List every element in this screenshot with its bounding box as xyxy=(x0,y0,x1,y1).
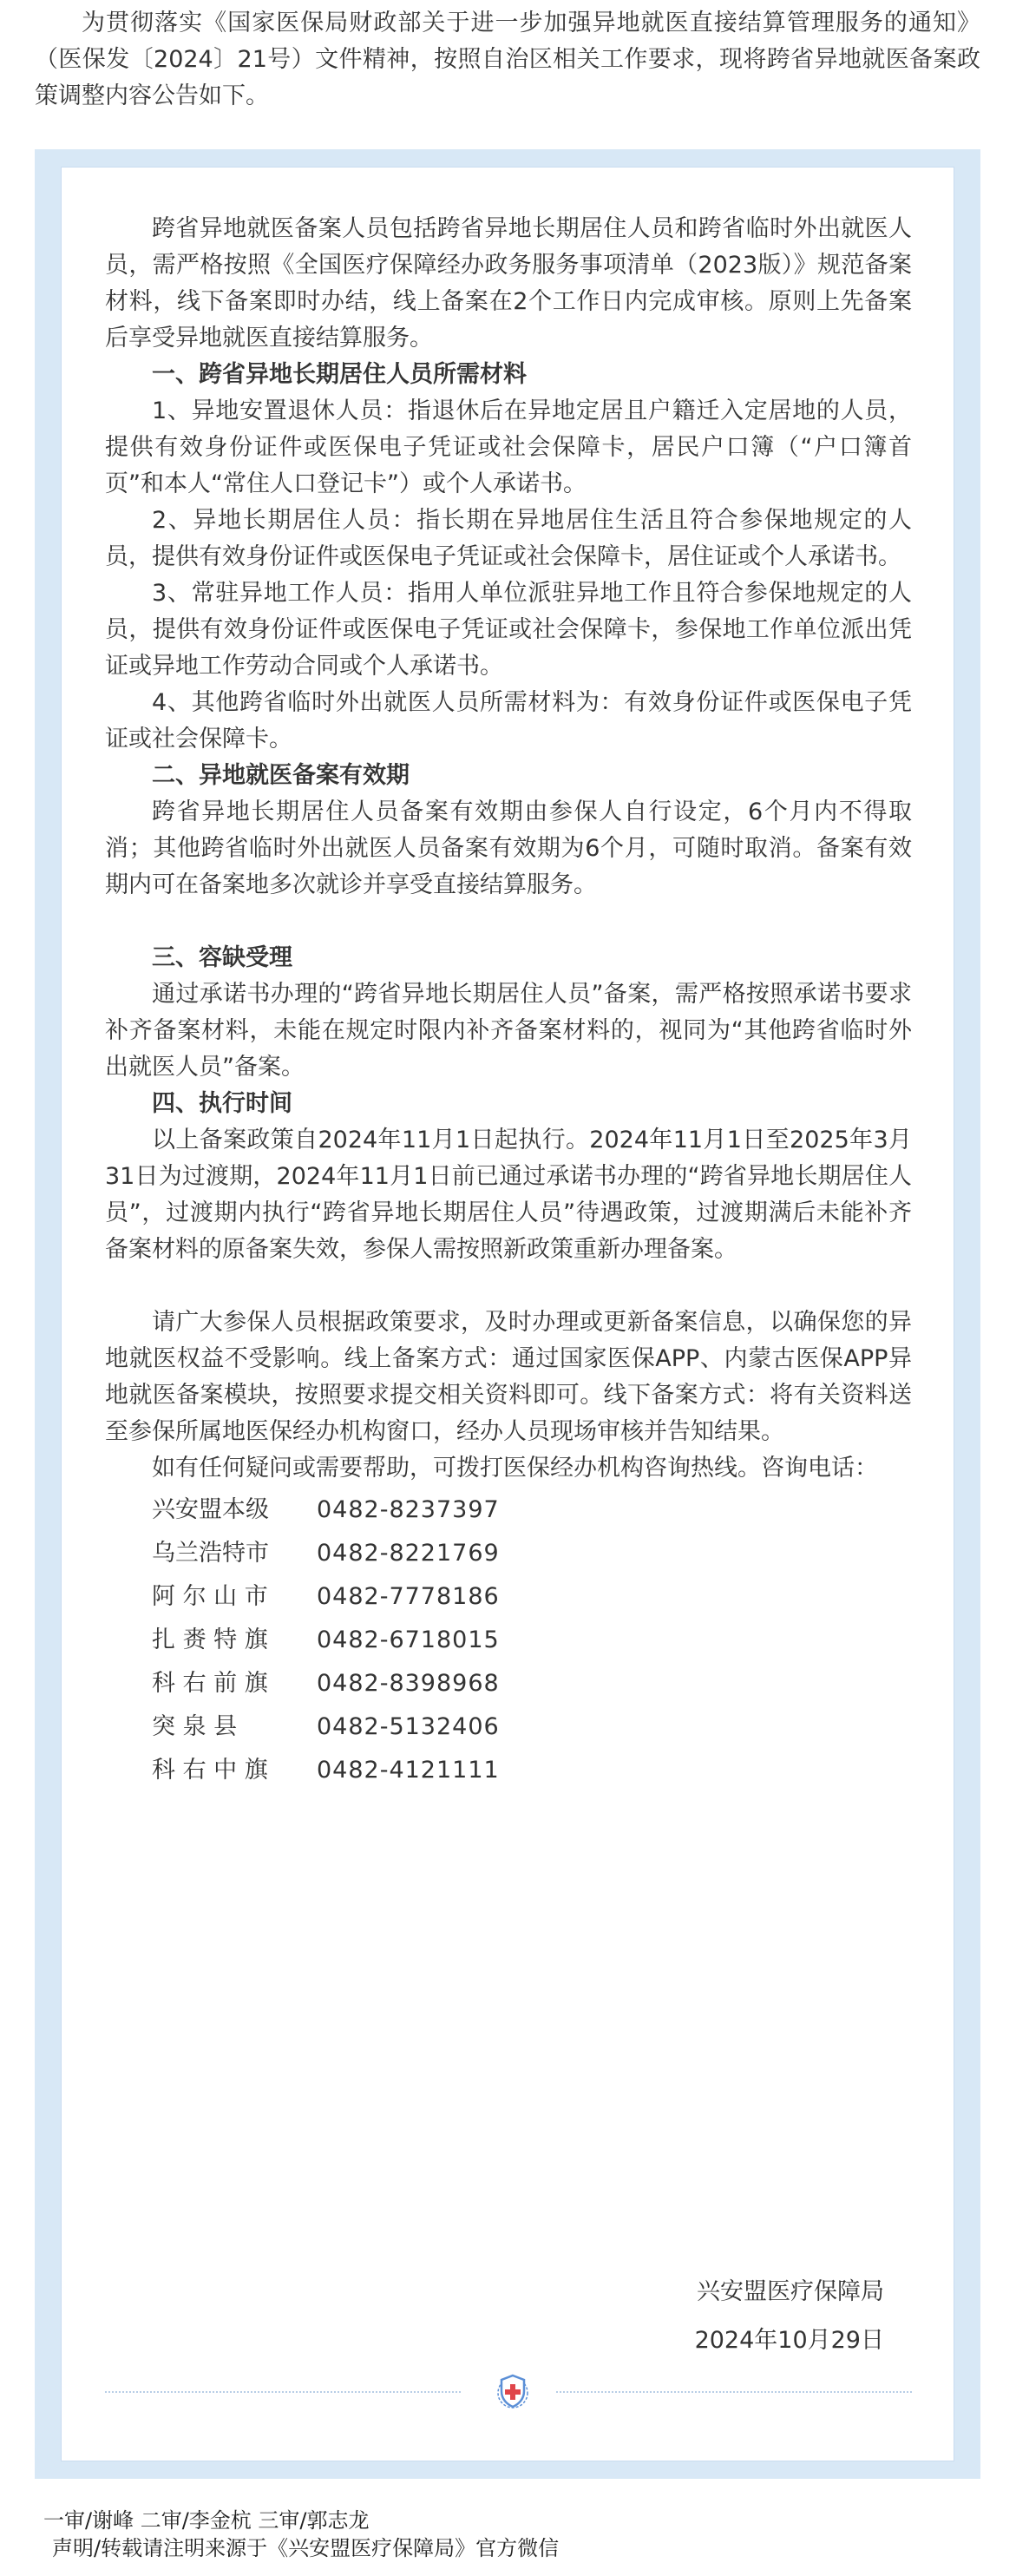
signature-org: 兴安盟医疗保障局 xyxy=(697,2278,884,2305)
how-to-file-paragraph: 请广大参保人员根据政策要求，及时办理或更新备案信息，以确保您的异地就医权益不受影响。线上备案方式：通过国家医保APP、内蒙古医保APP异地就医备案模块，按照要求提交相关资料即可。线下备案方式：将有关资料送至参保所属地医保经办机构窗口，经办人员现场审核并告知结果。 xyxy=(105,1309,912,1445)
signature-date: 2024年10月29日 xyxy=(694,2327,884,2354)
materials-item-long-term-residents: 2、异地长期居住人员：指长期在异地居住生活且符合参保地规定的人员，提供有效身份证件或医保电子凭证或社会保障卡，居住证或个人承诺书。 xyxy=(105,507,912,570)
hotline-region: 阿 尔 山 市 xyxy=(152,1583,268,1610)
hotline-row xyxy=(152,1488,912,1532)
hotline-row xyxy=(152,1749,912,1792)
hotline-row xyxy=(152,1575,912,1619)
signature-block xyxy=(695,2268,884,2365)
hotline-phone: 0482-8398968 xyxy=(317,1670,500,1697)
hotline-paragraph: 如有任何疑问或需要帮助，可拨打医保经办机构咨询热线。咨询电话： xyxy=(152,1455,878,1482)
intro-paragraph: 为贯彻落实《国家医保局财政部关于进一步加强异地就医直接结算管理服务的通知》（医保发〔2024〕21号）文件精神，按照自治区相关工作要求，现将跨省异地就医备案政策调整内容公告如下。 xyxy=(35,10,980,109)
hotline-row xyxy=(152,1662,912,1705)
hotline-region: 乌兰浩特市 xyxy=(152,1540,269,1567)
divider-line-left xyxy=(105,2391,461,2393)
hotline-phone: 0482-5132406 xyxy=(317,1713,500,1740)
credits-block xyxy=(43,2507,559,2562)
footer-divider xyxy=(105,2365,912,2417)
hotline-region: 扎 赉 特 旗 xyxy=(152,1626,268,1653)
hotline-list xyxy=(152,1488,912,1792)
tolerance-paragraph: 通过承诺书办理的“跨省异地长期居住人员”备案，需严格按照承诺书要求补齐备案材料，未能在规定时限内补齐备案材料的，视同为“其他跨省临时外出就医人员”备案。 xyxy=(105,981,912,1081)
hotline-phone: 0482-4121111 xyxy=(317,1757,500,1784)
reviewers-line: 一审/谢峰 二审/李金杭 三审/郭志龙 xyxy=(43,2508,370,2533)
divider-line-right xyxy=(556,2391,912,2393)
overview-paragraph: 跨省异地就医备案人员包括跨省异地长期居住人员和跨省临时外出就医人员，需严格按照《全国医疗保障经办政务服务事项清单（2023版）》规范备案材料，线下备案即时办结，线上备案在2个工作日内完成审核。原则上先备案后享受异地就医直接结算服务。 xyxy=(105,215,912,352)
hotline-row xyxy=(152,1705,912,1749)
hotline-region: 突 泉 县 xyxy=(152,1713,238,1740)
section-heading-materials: 一、跨省异地长期居住人员所需材料 xyxy=(152,361,527,388)
medical-shield-icon xyxy=(488,2367,537,2415)
notice-content xyxy=(105,211,912,1792)
materials-item-retirees: 1、异地安置退休人员：指退休后在异地定居且户籍迁入定居地的人员，提供有效身份证件或医保电子凭证或社会保障卡，居民户口簿（“户口簿首页”和本人“常住人口登记卡”）或个人承诺书。 xyxy=(105,398,912,497)
hotline-region: 科 右 前 旗 xyxy=(152,1670,268,1697)
hotline-phone: 0482-7778186 xyxy=(317,1583,500,1610)
reprint-statement: 声明/转载请注明来源于《兴安盟医疗保障局》官方微信 xyxy=(52,2536,560,2560)
hotline-phone: 0482-8237397 xyxy=(317,1496,500,1523)
validity-paragraph: 跨省异地长期居住人员备案有效期由参保人自行设定，6个月内不得取消；其他跨省临时外出就医人员备案有效期为6个月，可随时取消。备案有效期内可在备案地多次就诊并享受直接结算服务。 xyxy=(105,798,912,898)
section-heading-tolerance: 三、容缺受理 xyxy=(152,944,292,971)
spacer xyxy=(105,1268,912,1304)
materials-item-temporary: 4、其他跨省临时外出就医人员所需材料为：有效身份证件或医保电子凭证或社会保障卡。 xyxy=(105,689,912,752)
materials-item-stationed-workers: 3、常驻异地工作人员：指用人单位派驻异地工作且符合参保地规定的人员，提供有效身份证件或医保电子凭证或社会保障卡，参保地工作单位派出凭证或异地工作劳动合同或个人承诺书。 xyxy=(105,580,912,680)
spacer xyxy=(105,904,912,940)
hotline-region: 科 右 中 旗 xyxy=(152,1757,268,1784)
notice-frame xyxy=(35,149,980,2479)
hotline-phone: 0482-8221769 xyxy=(317,1540,500,1567)
section-heading-effective-date: 四、执行时间 xyxy=(152,1090,292,1117)
hotline-phone: 0482-6718015 xyxy=(317,1626,500,1653)
section-heading-validity: 二、异地就医备案有效期 xyxy=(152,762,410,789)
hotline-row xyxy=(152,1619,912,1662)
hotline-row xyxy=(152,1532,912,1575)
hotline-region: 兴安盟本级 xyxy=(152,1496,269,1523)
effective-date-paragraph: 以上备案政策自2024年11月1日起执行。2024年11月1日至2025年3月31日为过渡期，2024年11月1日前已通过承诺书办理的“跨省异地长期居住人员”，过渡期内执行“跨省异地长期居住人员”待遇政策，过渡期满后未能补齐备案材料的原备案失效，参保人需按照新政策重新办理备案。 xyxy=(105,1127,912,1263)
notice-panel xyxy=(61,167,954,2461)
